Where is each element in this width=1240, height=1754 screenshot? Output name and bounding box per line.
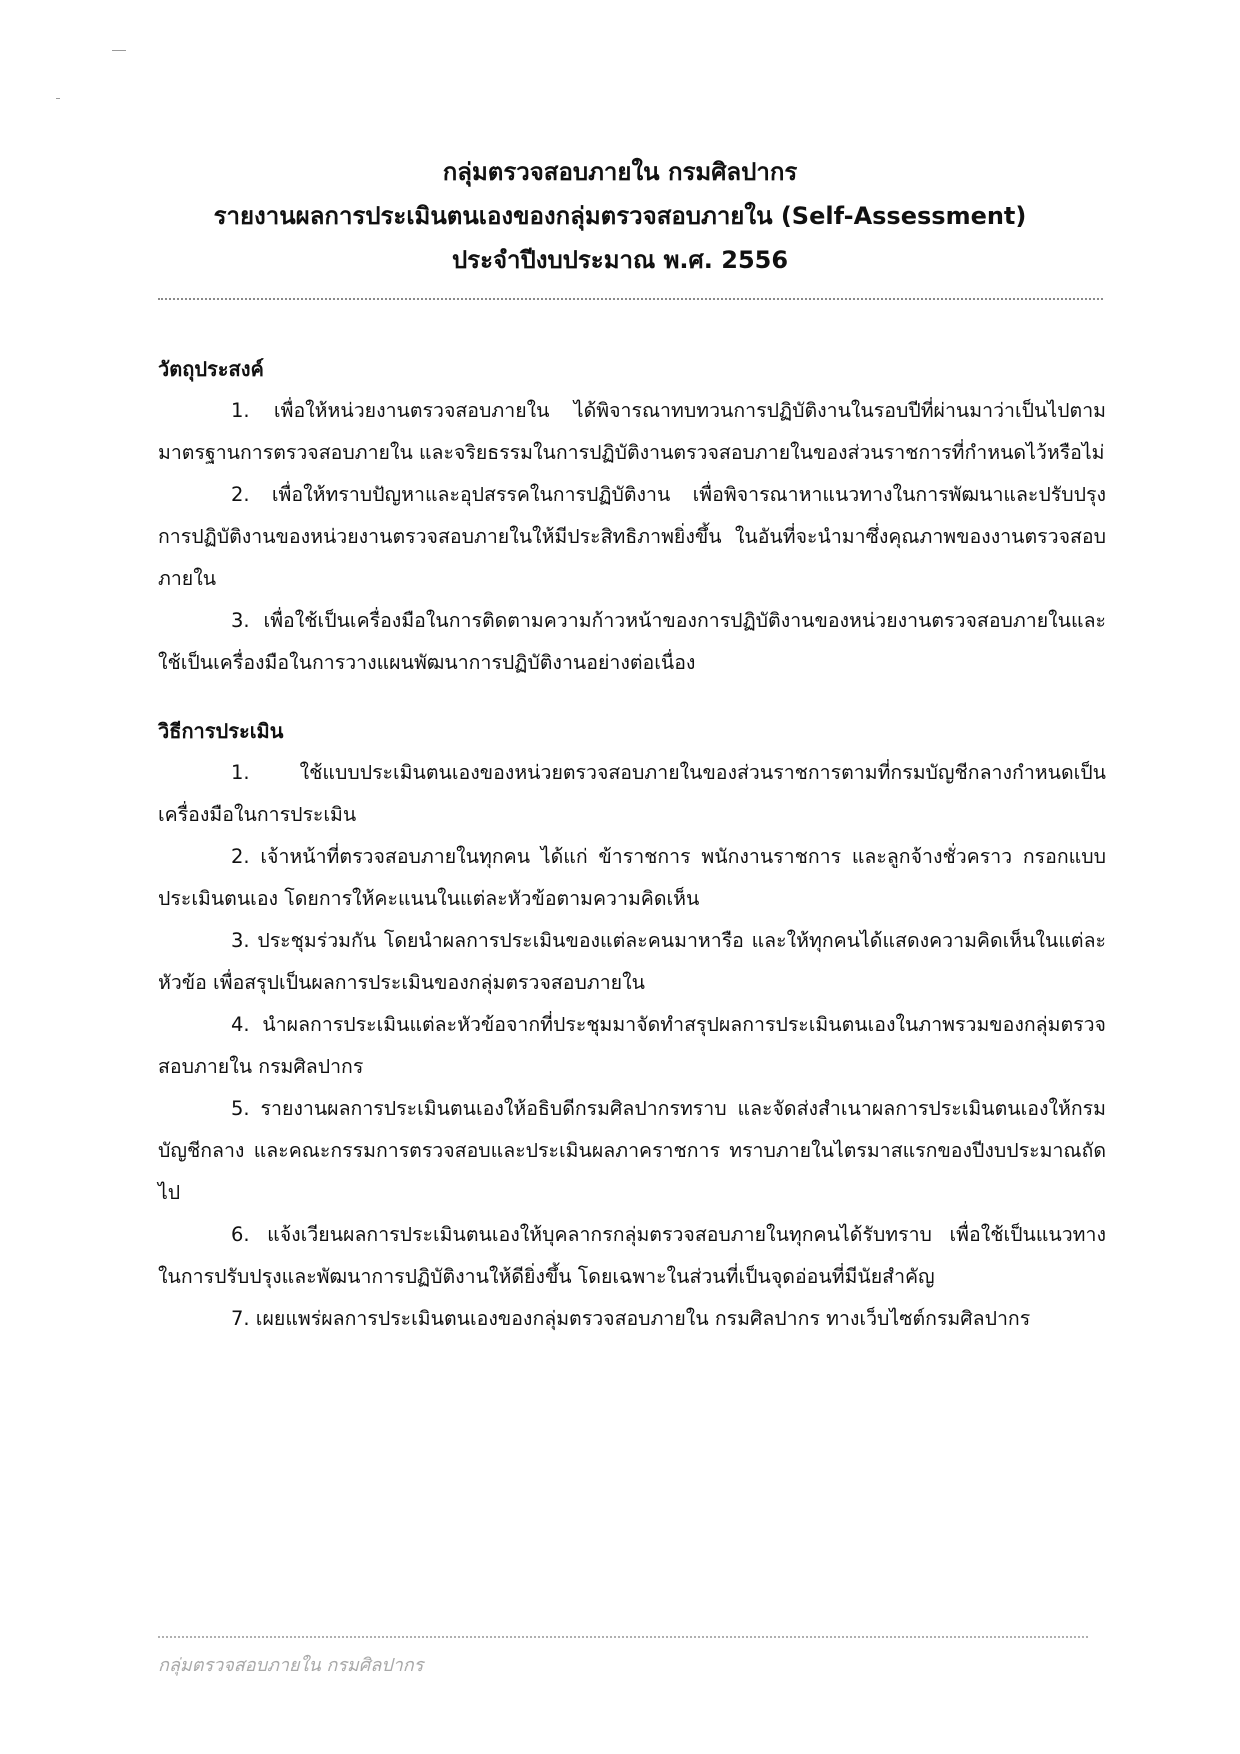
objective-item: 3. เพื่อใช้เป็นเครื่องมือในการติดตามความก้าวหน้าของการปฏิบัติงานของหน่วยงานตรวจสอบภายในและใช้เป็นเครื่องมือในการวางแผนพัฒนาการปฏิบัติงานอย่างต่อเนื่อง xyxy=(158,609,1106,674)
footer-text: กลุ่มตรวจสอบภายใน กรมศิลปากร xyxy=(158,1655,424,1676)
method-item: 4. นำผลการประเมินแต่ละหัวข้อจากที่ประชุมมาจัดทำสรุปผลการประเมินตนเองในภาพรวมของกลุ่มตรวจสอบภายใน กรมศิลปากร xyxy=(158,1013,1106,1078)
method-item: 5. รายงานผลการประเมินตนเองให้อธิบดีกรมศิลปากรทราบ และจัดส่งสำเนาผลการประเมินตนเองให้กรมบัญชีกลาง และคณะกรรมการตรวจสอบและประเมินผลภาคราชการ ทราบภายในไตรมาสแรกของปีงบประมาณถัดไป xyxy=(158,1097,1106,1204)
method-heading: วิธีการประเมิน xyxy=(158,719,284,743)
section-gap xyxy=(158,684,1106,710)
header-divider xyxy=(158,298,1103,303)
method-item: 7. เผยแพร่ผลการประเมินตนเองของกลุ่มตรวจสอบภายใน กรมศิลปากร ทางเว็บไซต์กรมศิลปากร xyxy=(231,1307,1031,1330)
method-item: 3. ประชุมร่วมกัน โดยนำผลการประเมินของแต่ละคนมาหารือ และให้ทุกคนได้แสดงความคิดเห็นในแต่ละหัวข้อ เพื่อสรุปเป็นผลการประเมินของกลุ่มตรวจสอบภายใน xyxy=(158,929,1106,994)
scan-speck xyxy=(56,98,60,99)
objective-item: 2. เพื่อให้ทราบปัญหาและอุปสรรคในการปฏิบัติงาน เพื่อพิจารณาหาแนวทางในการพัฒนาและปรับปรุงการปฏิบัติงานของหน่วยงานตรวจสอบภายในให้มีประสิทธิภาพยิ่งขึ้น ในอันที่จะนำมาซึ่งคุณภาพของงานตรวจสอบภายใน xyxy=(158,483,1106,590)
scan-speck xyxy=(112,50,126,51)
method-item: 2. เจ้าหน้าที่ตรวจสอบภายในทุกคน ได้แก่ ข้าราชการ พนักงานราชการ และลูกจ้างชั่วคราว กรอกแบบประเมินตนเอง โดยการให้คะแนนในแต่ละหัวข้อตามความคิดเห็น xyxy=(158,845,1106,910)
objectives-section xyxy=(158,348,1106,684)
objectives-heading: วัตถุประสงค์ xyxy=(158,357,264,381)
document-header xyxy=(120,150,1120,282)
method-item: 6. แจ้งเวียนผลการประเมินตนเองให้บุคลากรกลุ่มตรวจสอบภายในทุกคนได้รับทราบ เพื่อใช้เป็นแนวทางในการปรับปรุงและพัฒนาการปฏิบัติงานให้ดียิ่งขึ้น โดยเฉพาะในส่วนที่เป็นจุดอ่อนที่มีนัยสำคัญ xyxy=(158,1223,1106,1288)
objective-item: 1. เพื่อให้หน่วยงานตรวจสอบภายใน ได้พิจารณาทบทวนการปฏิบัติงานในรอบปีที่ผ่านมาว่าเป็นไปตามมาตรฐานการตรวจสอบภายใน และจริยธรรมในการปฏิบัติงานตรวจสอบภายในของส่วนราชการที่กำหนดไว้หรือไม่ xyxy=(158,399,1106,464)
header-line-3: ประจำปีงบประมาณ พ.ศ. 2556 xyxy=(451,246,789,274)
header-line-2: รายงานผลการประเมินตนเองของกลุ่มตรวจสอบภายใน (Self-Assessment) xyxy=(213,202,1027,230)
header-line-1: กลุ่มตรวจสอบภายใน กรมศิลปากร xyxy=(442,158,798,186)
document-body xyxy=(158,348,1106,1340)
method-item: 1. ใช้แบบประเมินตนเองของหน่วยตรวจสอบภายในของส่วนราชการตามที่กรมบัญชีกลางกำหนดเป็นเครื่องมือในการประเมิน xyxy=(158,761,1106,826)
footer-divider xyxy=(158,1636,1088,1640)
method-section xyxy=(158,710,1106,1340)
